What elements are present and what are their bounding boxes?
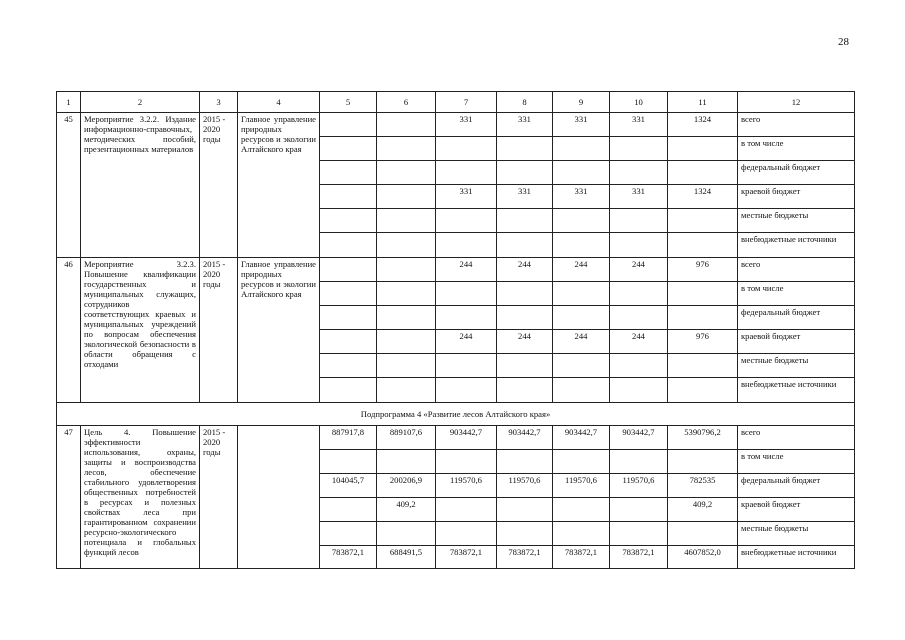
value-cell bbox=[320, 137, 377, 161]
value-cell bbox=[497, 161, 553, 185]
value-cell bbox=[320, 354, 377, 378]
value-cell: 331 bbox=[436, 185, 497, 209]
measure-name: Мероприятие 3.2.2. Издание информационно-справочных, методических пособий, презентационных материалов bbox=[81, 113, 200, 258]
value-cell bbox=[320, 113, 377, 137]
value-cell bbox=[668, 450, 738, 474]
value-cell bbox=[320, 209, 377, 233]
value-cell bbox=[610, 522, 668, 546]
value-cell: 1324 bbox=[668, 185, 738, 209]
measure-period: 2015 - 2020 годы bbox=[200, 113, 238, 258]
value-cell: 903442,7 bbox=[497, 426, 553, 450]
value-cell bbox=[497, 137, 553, 161]
value-cell: 409,2 bbox=[668, 498, 738, 522]
measure-period: 2015 - 2020 годы bbox=[200, 258, 238, 403]
value-cell: 244 bbox=[497, 330, 553, 354]
budget-table bbox=[56, 91, 855, 569]
source-label: внебюджетные источники bbox=[738, 546, 855, 569]
value-cell bbox=[553, 522, 610, 546]
value-cell: 783872,1 bbox=[610, 546, 668, 569]
value-cell: 903442,7 bbox=[610, 426, 668, 450]
value-cell bbox=[553, 282, 610, 306]
header-cell: 9 bbox=[553, 92, 610, 113]
source-label: в том числе bbox=[738, 282, 855, 306]
value-cell: 889107,6 bbox=[377, 426, 436, 450]
value-cell bbox=[497, 209, 553, 233]
subprogram-row bbox=[57, 403, 855, 426]
value-cell bbox=[377, 113, 436, 137]
value-cell: 119570,6 bbox=[436, 474, 497, 498]
value-cell bbox=[320, 330, 377, 354]
header-cell: 10 bbox=[610, 92, 668, 113]
header-cell: 1 bbox=[57, 92, 81, 113]
source-label: всего bbox=[738, 113, 855, 137]
value-cell: 104045,7 bbox=[320, 474, 377, 498]
header-cell: 2 bbox=[81, 92, 200, 113]
value-cell: 331 bbox=[497, 185, 553, 209]
value-cell bbox=[436, 282, 497, 306]
table-row bbox=[57, 258, 855, 282]
source-label: в том числе bbox=[738, 450, 855, 474]
value-cell bbox=[497, 354, 553, 378]
value-cell bbox=[497, 282, 553, 306]
value-cell bbox=[497, 378, 553, 403]
value-cell: 783872,1 bbox=[497, 546, 553, 569]
value-cell bbox=[377, 185, 436, 209]
value-cell bbox=[553, 378, 610, 403]
source-label: всего bbox=[738, 426, 855, 450]
value-cell bbox=[610, 137, 668, 161]
value-cell bbox=[320, 258, 377, 282]
value-cell bbox=[377, 450, 436, 474]
value-cell: 783872,1 bbox=[320, 546, 377, 569]
value-cell bbox=[553, 137, 610, 161]
value-cell bbox=[377, 522, 436, 546]
value-cell: 119570,6 bbox=[553, 474, 610, 498]
value-cell bbox=[553, 306, 610, 330]
value-cell bbox=[497, 306, 553, 330]
source-label: в том числе bbox=[738, 137, 855, 161]
source-label: федеральный бюджет bbox=[738, 306, 855, 330]
value-cell bbox=[553, 209, 610, 233]
subprogram-title: Подпрограмма 4 «Развитие лесов Алтайского края» bbox=[57, 403, 855, 426]
value-cell bbox=[553, 354, 610, 378]
value-cell bbox=[320, 522, 377, 546]
value-cell: 5390796,2 bbox=[668, 426, 738, 450]
header-cell: 8 bbox=[497, 92, 553, 113]
value-cell bbox=[497, 498, 553, 522]
value-cell: 331 bbox=[497, 113, 553, 137]
value-cell: 244 bbox=[553, 258, 610, 282]
value-cell: 119570,6 bbox=[497, 474, 553, 498]
source-label: краевой бюджет bbox=[738, 498, 855, 522]
value-cell: 903442,7 bbox=[553, 426, 610, 450]
value-cell: 783872,1 bbox=[436, 546, 497, 569]
header-cell: 4 bbox=[238, 92, 320, 113]
value-cell: 244 bbox=[553, 330, 610, 354]
source-label: местные бюджеты bbox=[738, 354, 855, 378]
source-label: федеральный бюджет bbox=[738, 474, 855, 498]
value-cell: 331 bbox=[436, 113, 497, 137]
value-cell bbox=[320, 161, 377, 185]
value-cell: 244 bbox=[436, 330, 497, 354]
value-cell bbox=[553, 161, 610, 185]
value-cell bbox=[553, 450, 610, 474]
value-cell bbox=[668, 233, 738, 258]
value-cell bbox=[668, 209, 738, 233]
value-cell bbox=[497, 233, 553, 258]
value-cell bbox=[436, 354, 497, 378]
source-label: краевой бюджет bbox=[738, 185, 855, 209]
value-cell bbox=[320, 498, 377, 522]
value-cell bbox=[553, 498, 610, 522]
value-cell: 200206,9 bbox=[377, 474, 436, 498]
value-cell bbox=[497, 450, 553, 474]
value-cell bbox=[320, 282, 377, 306]
page-number: 28 bbox=[838, 36, 849, 48]
table-row bbox=[57, 113, 855, 137]
value-cell bbox=[377, 330, 436, 354]
value-cell bbox=[610, 378, 668, 403]
value-cell bbox=[610, 498, 668, 522]
value-cell bbox=[436, 522, 497, 546]
value-cell: 887917,8 bbox=[320, 426, 377, 450]
value-cell bbox=[436, 378, 497, 403]
value-cell bbox=[377, 233, 436, 258]
value-cell: 331 bbox=[610, 113, 668, 137]
value-cell: 782535 bbox=[668, 474, 738, 498]
value-cell: 244 bbox=[610, 330, 668, 354]
value-cell bbox=[320, 378, 377, 403]
value-cell bbox=[377, 258, 436, 282]
value-cell: 331 bbox=[553, 185, 610, 209]
value-cell: 4607852,0 bbox=[668, 546, 738, 569]
measure-executor bbox=[238, 426, 320, 569]
measure-executor: Главное управление природных ресурсов и экологии Алтайского края bbox=[238, 258, 320, 403]
row-number: 47 bbox=[57, 426, 81, 569]
value-cell bbox=[436, 209, 497, 233]
value-cell bbox=[320, 306, 377, 330]
row-number: 45 bbox=[57, 113, 81, 258]
value-cell bbox=[320, 450, 377, 474]
value-cell bbox=[377, 161, 436, 185]
value-cell: 783872,1 bbox=[553, 546, 610, 569]
value-cell: 244 bbox=[497, 258, 553, 282]
header-cell: 3 bbox=[200, 92, 238, 113]
value-cell: 119570,6 bbox=[610, 474, 668, 498]
value-cell bbox=[436, 233, 497, 258]
value-cell bbox=[377, 209, 436, 233]
value-cell bbox=[610, 233, 668, 258]
value-cell: 688491,5 bbox=[377, 546, 436, 569]
value-cell bbox=[436, 137, 497, 161]
value-cell: 1324 bbox=[668, 113, 738, 137]
value-cell bbox=[610, 282, 668, 306]
value-cell: 976 bbox=[668, 330, 738, 354]
value-cell bbox=[668, 306, 738, 330]
header-cell: 6 bbox=[377, 92, 436, 113]
value-cell bbox=[377, 282, 436, 306]
header-cell: 5 bbox=[320, 92, 377, 113]
value-cell bbox=[610, 450, 668, 474]
value-cell bbox=[320, 233, 377, 258]
value-cell bbox=[320, 185, 377, 209]
value-cell bbox=[377, 354, 436, 378]
value-cell: 409,2 bbox=[377, 498, 436, 522]
value-cell bbox=[377, 137, 436, 161]
value-cell: 331 bbox=[610, 185, 668, 209]
value-cell bbox=[436, 161, 497, 185]
measure-executor: Главное управление природных ресурсов и экологии Алтайского края bbox=[238, 113, 320, 258]
header-cell: 12 bbox=[738, 92, 855, 113]
table-row bbox=[57, 426, 855, 450]
table-header-row bbox=[57, 92, 855, 113]
source-label: внебюджетные источники bbox=[738, 378, 855, 403]
value-cell bbox=[436, 450, 497, 474]
value-cell: 244 bbox=[436, 258, 497, 282]
value-cell bbox=[668, 378, 738, 403]
value-cell: 244 bbox=[610, 258, 668, 282]
value-cell bbox=[610, 209, 668, 233]
value-cell: 976 bbox=[668, 258, 738, 282]
value-cell bbox=[668, 282, 738, 306]
source-label: федеральный бюджет bbox=[738, 161, 855, 185]
value-cell bbox=[436, 306, 497, 330]
source-label: краевой бюджет bbox=[738, 330, 855, 354]
value-cell: 331 bbox=[553, 113, 610, 137]
header-cell: 11 bbox=[668, 92, 738, 113]
value-cell bbox=[668, 161, 738, 185]
measure-period: 2015 - 2020 годы bbox=[200, 426, 238, 569]
value-cell bbox=[377, 306, 436, 330]
measure-name: Мероприятие 3.2.3. Повышение квалификации государственных и муниципальных служащих, сотрудников соответствующих краевых и муниципальных учреждений по вопросам обеспечения экологической безопасности в области обращения с отходами bbox=[81, 258, 200, 403]
value-cell bbox=[668, 354, 738, 378]
value-cell bbox=[668, 522, 738, 546]
source-label: местные бюджеты bbox=[738, 522, 855, 546]
value-cell bbox=[668, 137, 738, 161]
source-label: местные бюджеты bbox=[738, 209, 855, 233]
value-cell bbox=[610, 306, 668, 330]
value-cell bbox=[497, 522, 553, 546]
source-label: внебюджетные источники bbox=[738, 233, 855, 258]
measure-name: Цель 4. Повышение эффективности использования, охраны, защиты и воспроизводства лесов, обеспечение стабильного удовлетворения общественных потребностей в ресурсах и полезных свойствах леса при гарантированном сохранении ресурсно-экологического потенциала и глобальных функций лесов bbox=[81, 426, 200, 569]
value-cell bbox=[436, 498, 497, 522]
value-cell bbox=[610, 354, 668, 378]
value-cell bbox=[553, 233, 610, 258]
source-label: всего bbox=[738, 258, 855, 282]
value-cell: 903442,7 bbox=[436, 426, 497, 450]
value-cell bbox=[377, 378, 436, 403]
row-number: 46 bbox=[57, 258, 81, 403]
header-cell: 7 bbox=[436, 92, 497, 113]
value-cell bbox=[610, 161, 668, 185]
